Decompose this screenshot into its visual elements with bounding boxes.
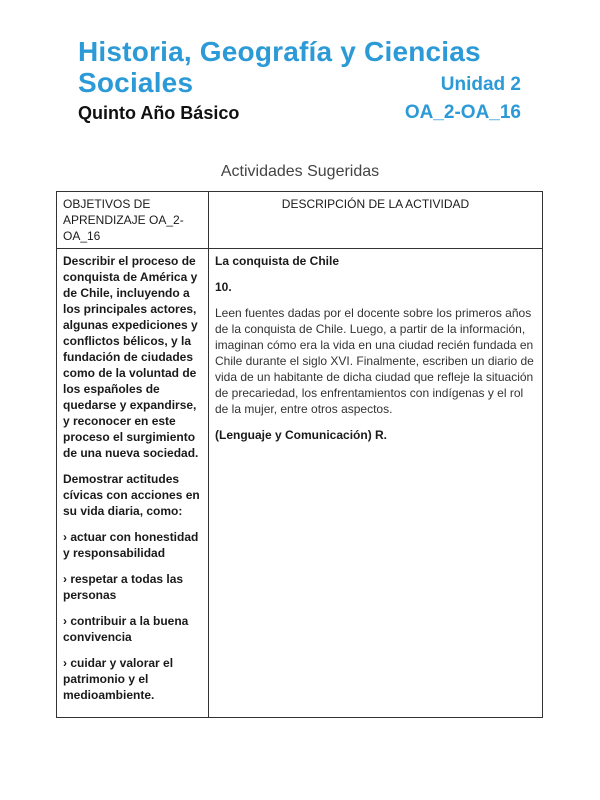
activity-number: 10. [215, 280, 232, 294]
objective-bullet-honesty: › actuar con honestidad y responsabilidad [63, 530, 199, 560]
subject-title-line-2: Sociales [78, 67, 194, 98]
description-header: DESCRIPCIÓN DE LA ACTIVIDAD [209, 192, 543, 249]
objective-bullet-heritage: › cuidar y valorar el patrimonio y el medioambiente. [63, 656, 174, 702]
objective-attitudes: Demostrar actitudes cívicas con acciones en su vida diaria, como: [63, 472, 200, 518]
title-row-2 [78, 67, 523, 98]
grade-label: Quinto Año Básico [78, 103, 240, 123]
unit-label: Unidad 2 [440, 74, 521, 95]
subject-title-line-1: Historia, Geografía y Ciencias [78, 36, 481, 67]
objective-main: Describir el proceso de conquista de América y de Chile, incluyendo a los principales actores, algunas expediciones y conflictos bélicos, y la fundación de ciudades como de la voluntad de los españoles de quedarse y expandirse, y reconocer en este proceso el surgimiento de una nueva sociedad. [63, 254, 199, 460]
objective-bullet-respect: › respetar a todas las personas [63, 572, 184, 602]
objectives-cell [57, 249, 209, 718]
activity-description: Leen fuentes dadas por el docente sobre los primeros años de la conquista de Chile. Luego, a partir de la información, imaginan cómo era la vida en una ciudad recién fundada en Chile durante el siglo XVI. Finalmente, escriben un diario de vida de un habitante de dicha ciudad que refleje la situación de precariedad, los enfrentamientos con indígenas y el rol de la mujer, entre otros aspectos. [215, 306, 534, 416]
oa-range-label: OA_2-OA_16 [404, 102, 521, 123]
grade-row [78, 102, 523, 126]
table-header-row [57, 192, 543, 249]
table-row [57, 249, 543, 718]
activity-title: La conquista de Chile [215, 254, 340, 268]
document-header [78, 36, 523, 126]
activity-reference: (Lenguaje y Comunicación) R. [215, 428, 388, 442]
description-cell [209, 249, 543, 718]
objectives-header: OBJETIVOS DE APRENDIZAJE OA_2-OA_16 [57, 192, 209, 249]
objective-bullet-coexistence: › contribuir a la buena convivencia [63, 614, 189, 644]
activity-table [56, 191, 543, 718]
section-title: Actividades Sugeridas [220, 163, 380, 180]
